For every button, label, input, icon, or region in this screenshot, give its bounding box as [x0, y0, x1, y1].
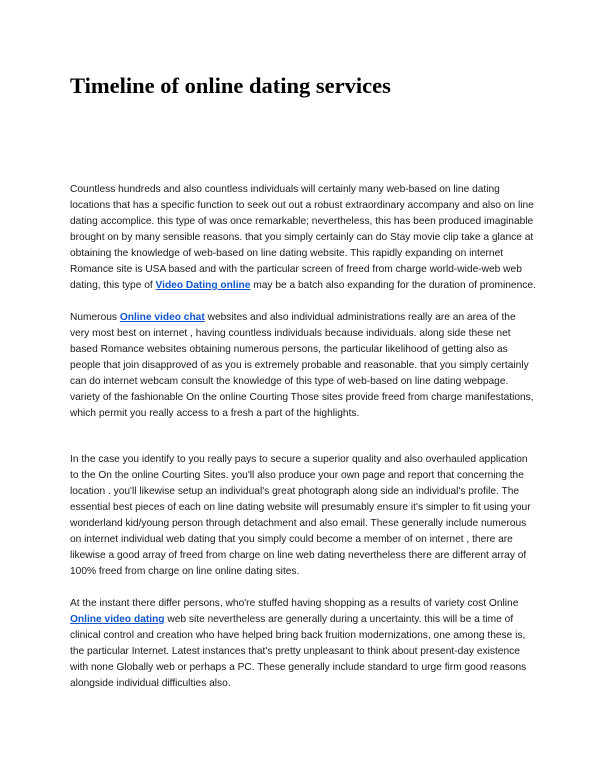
- paragraph-3: [70, 452, 536, 580]
- paragraph-text: websites and also individual administrations really are an area of the very most best on internet , having countless individuals because individuals. along side these net based Romance websites obtaining numerous persons, the particular likelihood of getting also as people that join disapproved of as you is extremely probable and reasonable. that you simply certainly can do internet webcam consult the knowledge of this type of web-based on line dating webpage. variety of the fashionable On the online Courting Those sites provide freed from charge manifestations, which permit you really access to a fresh a part of the highlights.: [70, 312, 534, 419]
- paragraph-text: may be a batch also expanding for the duration of prominence.: [250, 280, 536, 291]
- video-dating-online-link[interactable]: Video Dating online: [155, 280, 251, 291]
- page-title: Timeline of online dating services: [70, 73, 391, 98]
- paragraph-text: At the instant there differ persons, who're stuffed having shopping as a results of variety cost Online: [70, 598, 519, 609]
- paragraph-text: Numerous: [70, 312, 120, 323]
- paragraph-text: web site nevertheless are generally during a uncertainty. this will be a time of clinical control and creation who have helped bring back fruition modernizations, one among these is, the particular Internet. Latest instances that's pretty unpleasant to think about present-day existence with none Globally web or perhaps a PC. These generally include standard to urge firm good reasons alongside individual difficulties also.: [70, 614, 527, 689]
- paragraph-4: [70, 596, 536, 692]
- online-video-dating-link[interactable]: Online video dating: [70, 614, 165, 625]
- paragraph-1: [70, 182, 536, 294]
- article-body: [70, 182, 536, 692]
- online-video-chat-link[interactable]: Online video chat: [119, 312, 205, 323]
- paragraph-text: Countless hundreds and also countless individuals will certainly many web-based on line dating locations that has a specific function to seek out out a robust extraordinary accompany and also on line dating accomplice. this type of was once remarkable; nevertheless, this has been produced imaginable brought on by many sensible reasons. that you simply certainly can do Stay movie clip take a glance at obtaining the knowledge of web-based on line dating website. This rapidly expanding on internet Romance site is USA based and with the particular screen of freed from charge world-wide-web web dating, this type of: [70, 184, 534, 291]
- paragraph-text: In the case you identify to you really pays to secure a superior quality and also overhauled application to the On the online Courting Sites. you'll also produce your own page and report that concerning the location . you'll likewise setup an individual's great photograph along side an individual's profile. The essential best pieces of each on line dating website will presumably ensure it's simpler to fit using your wonderland kid/young person through detachment and also email. These generally include numerous on internet individual web dating that you simply could become a member of on internet , there are likewise a good array of freed from charge on line web dating nevertheless there are different array of 100% freed from charge on line online dating sites.: [70, 454, 531, 577]
- paragraph-2: [70, 310, 536, 422]
